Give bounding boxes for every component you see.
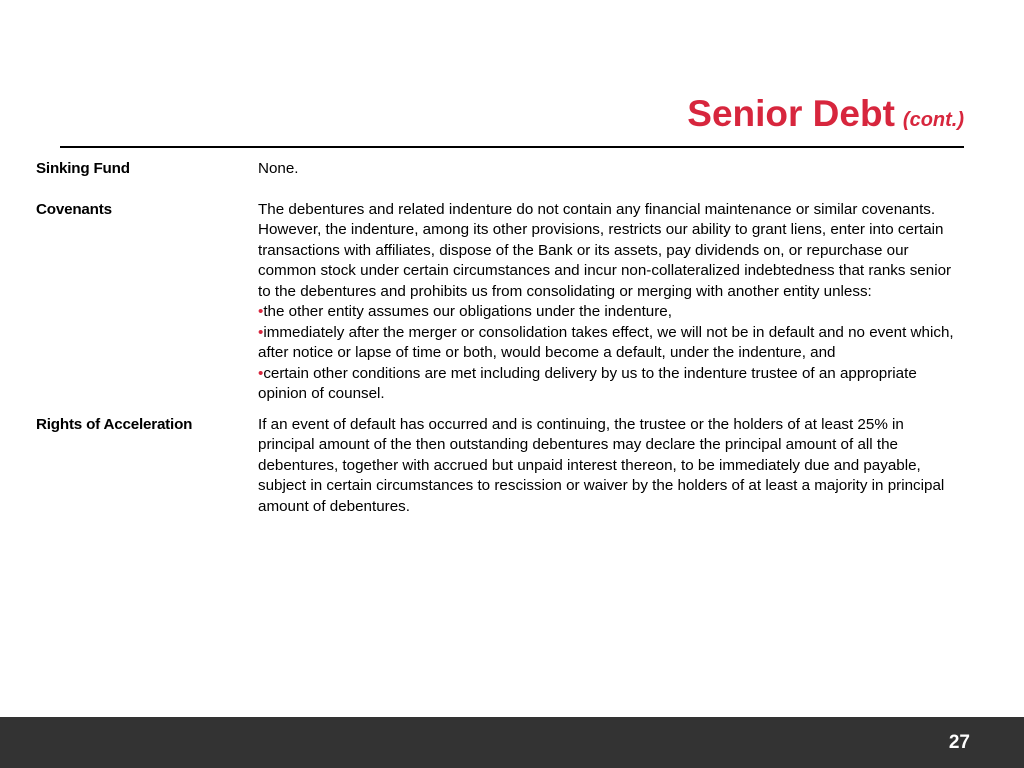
term-text: The debentures and related indenture do not contain any financial maintenance or similar covenants. However, the indenture, among its other provisions, restricts our ability to grant liens, enter into certain transactions with affiliates, dispose of the Bank or its assets, pay dividends on, or repurchase our common stock under certain circumstances and incur non-collateralized indebtedness that ranks senior to the debentures and prohibits us from consolidating or merging with another entity unless: <box>258 200 952 300</box>
term-label: Covenants <box>36 200 112 218</box>
bullet-icon: • <box>258 364 264 382</box>
bullet-item <box>258 323 956 364</box>
slide-title <box>687 95 964 132</box>
page-number: 27 <box>948 732 970 753</box>
slide-title-main: Senior Debt <box>687 93 895 134</box>
bullet-item <box>258 364 956 405</box>
bullet-text: the other entity assumes our obligations under the indenture, <box>263 303 672 320</box>
terms-table <box>36 159 956 517</box>
bullet-icon: • <box>258 303 264 320</box>
term-text: If an event of default has occurred and is continuing, the trustee or the holders of at least 25% in principal amount of the then outstanding debentures may declare the principal amount of all the debentures, together with accrued but unpaid interest thereon, to be immediately due and payable, subject in certain circumstances to rescission or waiver by the holders of at least a majority in principal amount of debentures. <box>258 415 945 515</box>
term-label: Rights of Acceleration <box>36 415 193 433</box>
title-divider <box>60 146 964 148</box>
term-description <box>258 415 956 518</box>
term-row-covenants <box>36 200 956 405</box>
bullet-icon: • <box>258 323 264 341</box>
term-row-sinking-fund <box>36 159 956 180</box>
slide-title-suffix: (cont.) <box>902 109 964 131</box>
bullet-text: immediately after the merger or consolidation takes effect, we will not be in default and no event which, after notice or lapse of time or both, would become a default, under the indenture, and <box>258 323 954 361</box>
term-text: None. <box>258 160 299 177</box>
footer-bar <box>0 717 1024 768</box>
term-row-rights-of-acceleration <box>36 415 956 518</box>
term-description <box>258 200 956 405</box>
term-description <box>258 159 956 180</box>
term-label: Sinking Fund <box>36 160 130 177</box>
bullet-item <box>258 302 956 323</box>
bullet-text: certain other conditions are met including delivery by us to the indenture trustee of an appropriate opinion of counsel. <box>258 364 917 402</box>
